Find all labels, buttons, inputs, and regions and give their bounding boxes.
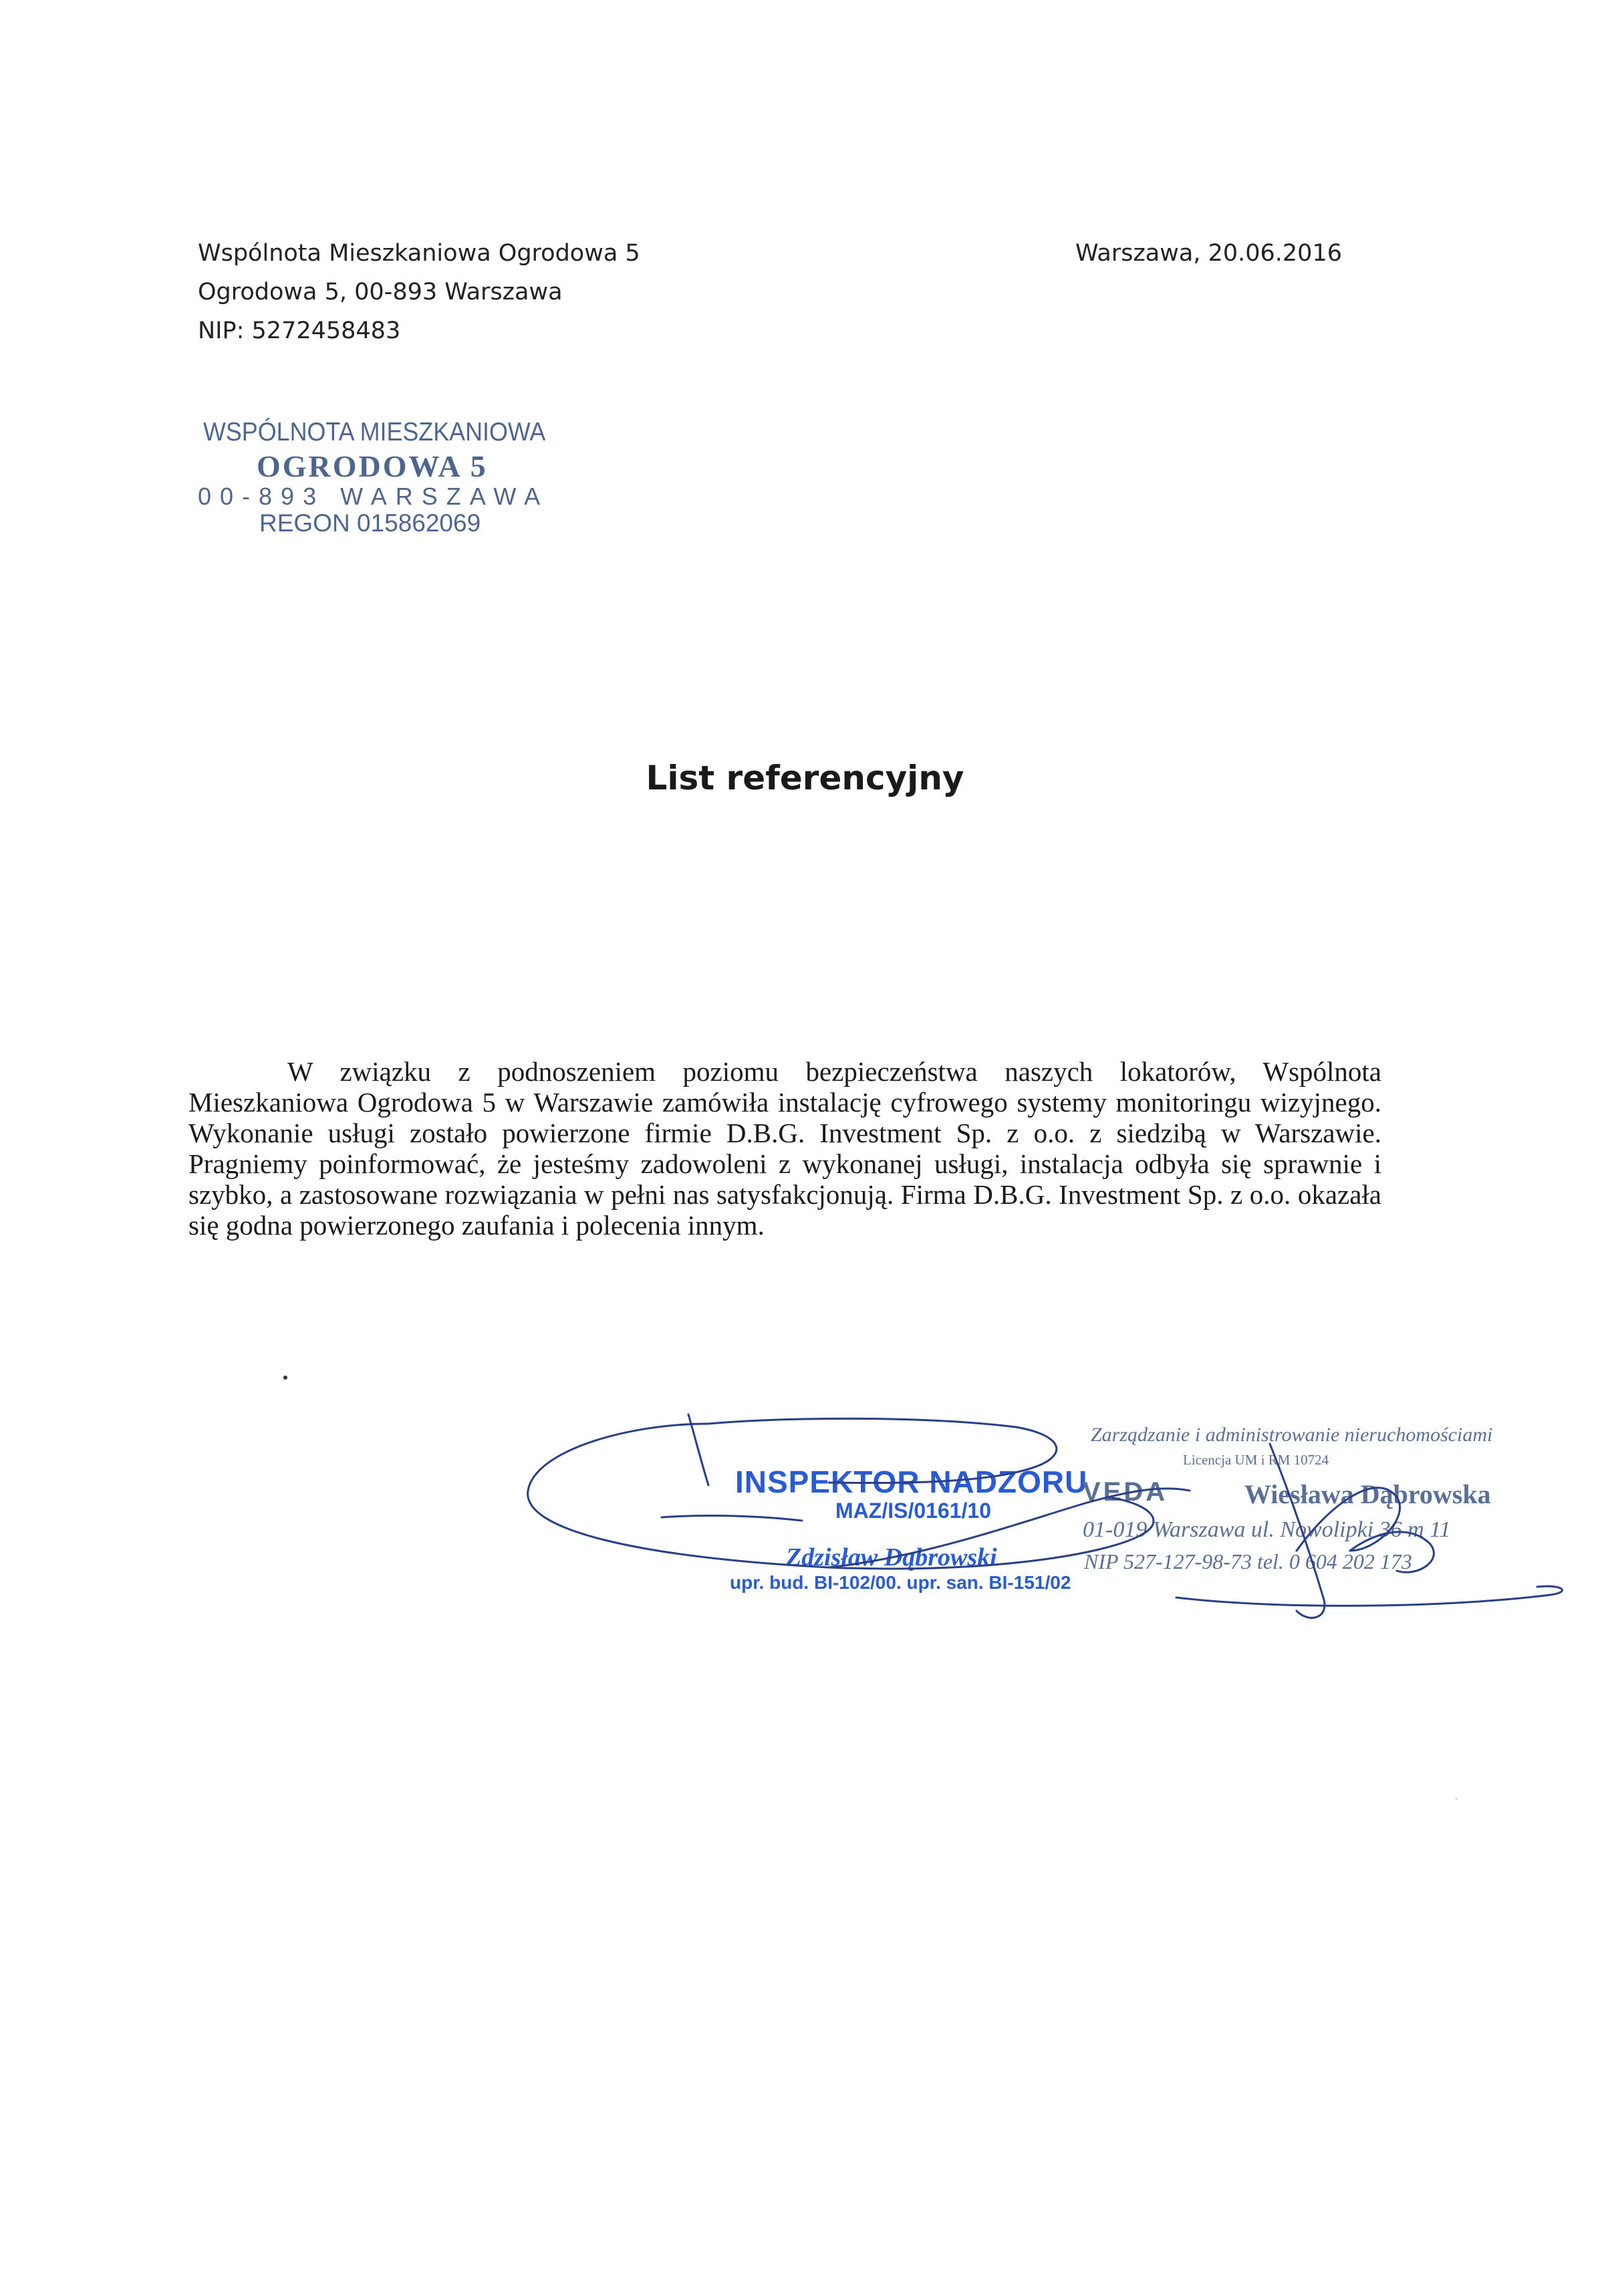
community-stamp bbox=[198, 418, 572, 537]
company-stamp-line1: Zarządzanie i administrowanie nieruchomościami bbox=[1091, 1424, 1493, 1446]
company-stamp-name: Wiesława Dąbrowska bbox=[1244, 1479, 1491, 1509]
community-stamp-line4: REGON 015862069 bbox=[259, 509, 481, 537]
sender-block bbox=[198, 234, 640, 350]
company-stamp-brand-logo: VEDA bbox=[1083, 1477, 1168, 1507]
company-stamp-nip-tel: NIP 527-127-98-73 tel. 0 604 202 173 bbox=[1084, 1549, 1412, 1573]
body-text bbox=[188, 1056, 1381, 1241]
date-line: Warszawa, 20.06.2016 bbox=[1075, 240, 1342, 267]
body-paragraph: W związku z podnoszeniem poziomu bezpieczeństwa naszych lokatorów, Wspólnota Mieszkaniowa Ogrodowa 5 w Warszawie zamówiła instalację cyfrowego systemy monitoringu wizyjnego. Wykonanie usługi zostało powierzone firmie D.B.G. Investment Sp. z o.o. z siedzibą w Warszawie. Pragniemy poinformować, że jesteśmy zadowoleni z wykonanej usługi, instalacja odbyła się sprawnie i szybko, a zastosowane rozwiązania w pełni nas satysfakcjonują. Firma D.B.G. Investment Sp. z o.o. okazała się godna powierzonego zaufania i polecenia innym. bbox=[188, 1056, 1381, 1241]
stray-dot bbox=[283, 1376, 287, 1380]
inspector-stamp-line2: MAZ/IS/0161/10 bbox=[835, 1499, 991, 1523]
sender-address: Ogrodowa 5, 00-893 Warszawa bbox=[198, 279, 563, 305]
community-stamp-line2: OGRODOWA 5 bbox=[257, 449, 488, 483]
sender-nip: NIP: 5272458483 bbox=[198, 317, 401, 344]
company-stamp-license: Licencja UM i RM 10724 bbox=[1183, 1452, 1329, 1468]
sender-name: Wspólnota Mieszkaniowa Ogrodowa 5 bbox=[198, 240, 640, 267]
community-stamp-line3: 00-893 WARSZAWA bbox=[198, 483, 549, 510]
document-title: List referencyjny bbox=[646, 759, 964, 797]
inspector-stamp-line4: upr. bud. BI-102/00. upr. san. BI-151/02 bbox=[730, 1572, 1071, 1593]
handwritten-signature bbox=[508, 1397, 1577, 1638]
community-stamp-line1: WSPÓLNOTA MIESZKANIOWA bbox=[203, 418, 546, 447]
company-stamp-address: 01-019 Warszawa ul. Nowolipki 36 m 11 bbox=[1083, 1517, 1451, 1542]
scan-speck bbox=[1456, 1798, 1457, 1799]
inspector-stamp-line3: Zdzisław Dąbrowski bbox=[786, 1543, 997, 1571]
inspector-stamp-line1: INSPEKTOR NADZORU bbox=[735, 1464, 1088, 1499]
